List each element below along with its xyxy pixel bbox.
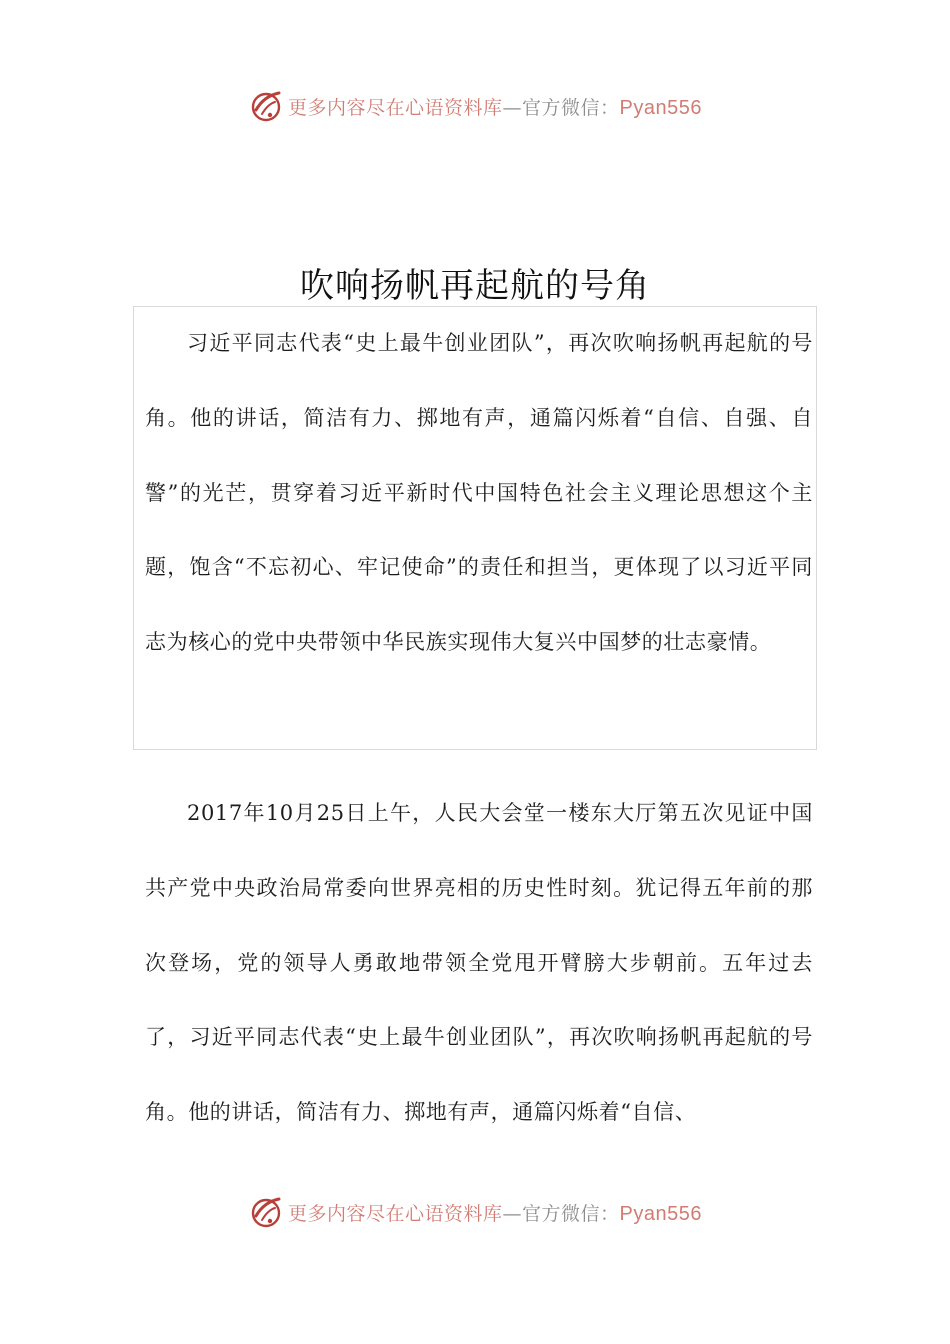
banner-wechat-label: 官方微信： — [522, 96, 620, 119]
brand-logo-icon — [248, 88, 284, 124]
header-banner — [0, 84, 950, 128]
banner-site-name: 更多内容尽在心语资料库 — [288, 1202, 503, 1225]
article-title: 吹响扬帆再起航的号角 — [300, 266, 650, 306]
banner-site-name: 更多内容尽在心语资料库 — [288, 96, 503, 119]
article-paragraph-2: 2017年10月25日上午，人民大会堂一楼东大厅第五次见证中国共产党中央政治局常委向世界亮相的历史性时刻。犹记得五年前的那次登场，党的领导人勇敢地带领全党甩开臂膀大步朝前。五年过去了，习近平同志代表“史上最牛创业团队”，再次吹响扬帆再起航的号角。他的讲话，简洁有力、掷地有声，通篇闪烁着“自信、 — [145, 801, 813, 1125]
banner-wechat-label: 官方微信： — [522, 1202, 620, 1225]
banner-separator: — — [502, 96, 523, 119]
banner-wechat-id: Pyan556 — [619, 96, 702, 119]
banner-wechat-id: Pyan556 — [619, 1202, 702, 1225]
banner-separator: — — [502, 1202, 523, 1225]
footer-banner — [0, 1190, 950, 1234]
banner-text — [288, 93, 702, 120]
brand-logo-icon — [248, 1194, 284, 1230]
banner-text — [288, 1199, 702, 1226]
article-paragraph-1: 习近平同志代表“史上最牛创业团队”，再次吹响扬帆再起航的号角。他的讲话，简洁有力、掷地有声，通篇闪烁着“自信、自强、自警”的光芒，贯穿着习近平新时代中国特色社会主义理论思想这个主题，饱含“不忘初心、牢记使命”的责任和担当，更体现了以习近平同志为核心的党中央带领中华民族实现伟大复兴中国梦的壮志豪情。 — [145, 331, 813, 655]
